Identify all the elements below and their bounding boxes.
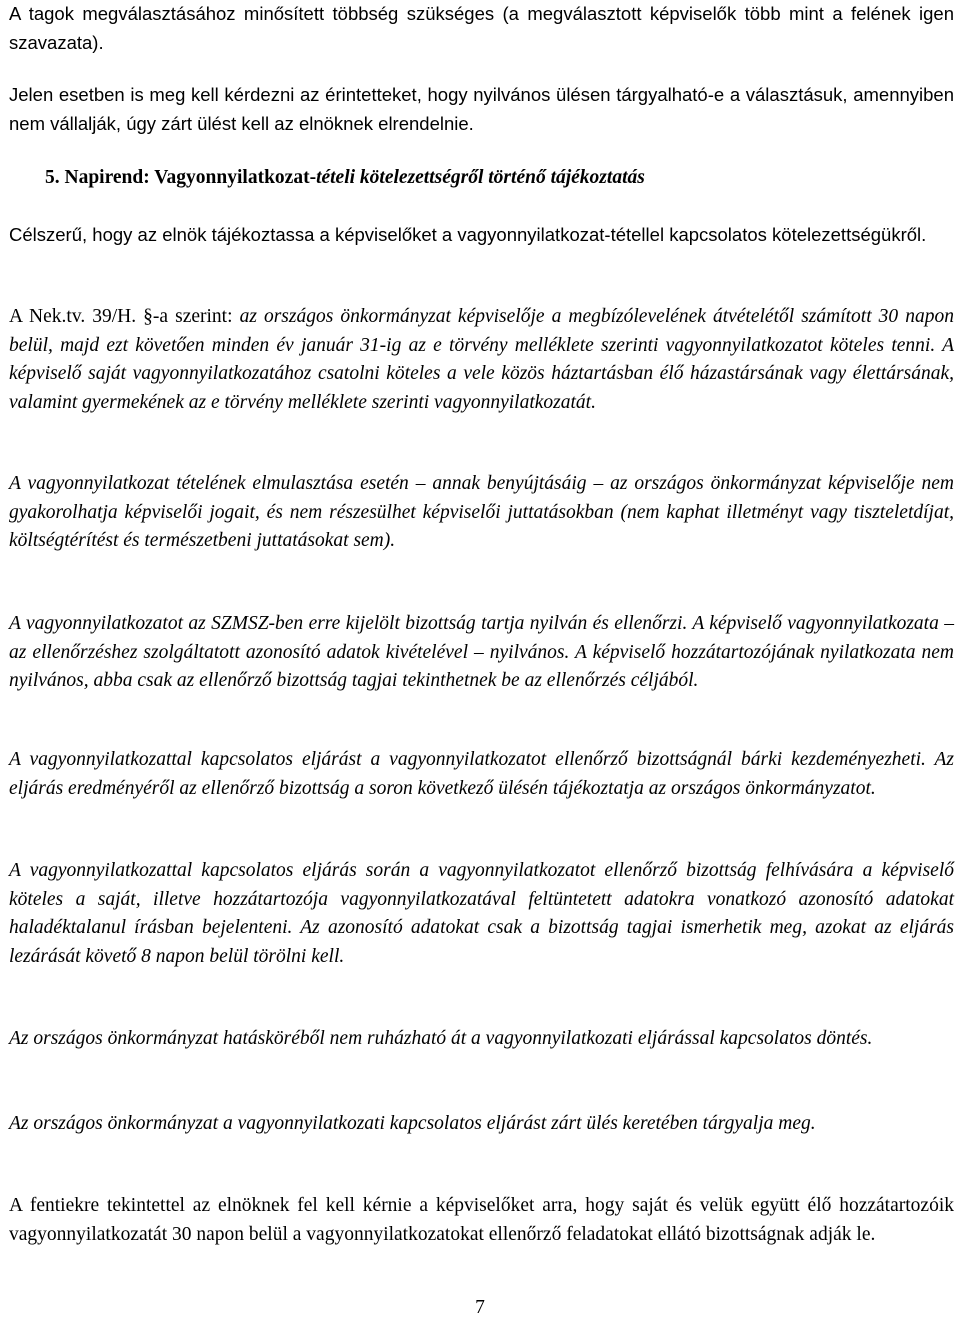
agenda-heading [9,164,960,193]
law-citation-lead: A Nek.tv. 39/H. §-a szerint: [9,306,240,327]
paragraph-omission: A vagyonnyilatkozat tételének elmulasztása esetén – annak benyújtásáig – az országos önkormányzat képviselője nem gyakorolhatja képviselői jogait, és nem részesülhet képviselői juttatásokban (nem kaphat illetményt vagy tiszteletdíjat, költségtérítést és természetbeni juttatásokat sem). [9,473,954,551]
paragraph-conclusion: A fentiekre tekintettel az elnöknek fel kell kérnie a képviselőket arra, hogy saját és velük együtt élő hozzátartozóik vagyonnyilatkozatát 30 napon belül a vagyonnyilatkozatokat ellenőrző feladatokat ellátó bizottságnak adják le. [9,1195,954,1245]
paragraph-identification-data: A vagyonnyilatkozattal kapcsolatos eljárás során a vagyonnyilatkozatot ellenőrző bizottság felhívására a képviselő köteles a saját, illetve hozzátartozója vagyonnyilatkozatával feltüntetett adatokra vonatkozó azonosító adatokat haladéktalanul írásban bejelenteni. Az azonosító adatokat csak a bizottság tagjai ismerhetik meg, azokat az eljárás lezárását követő 8 napon belül törölni kell. [9,860,954,967]
paragraph-public-session: Jelen esetben is meg kell kérdezni az érintetteket, hogy nyilvános ülésen tárgyalható-e a választásuk, amennyiben nem vállalják, úgy zárt ülést kell az elnöknek elrendelnie. [9,84,954,134]
law-citation-text: az országos önkormányzat képviselője a megbízólevelének átvételétől számított 30 napon belül, majd ezt követően minden év január 31-ig az e törvény melléklete szerinti vagyonnyilatkozatot köteles tenni. A képviselő saját vagyonnyilatkozatához csatolni köteles a vele közös háztartásban élő házastársának vagy élettársának, valamint gyermekének az e törvény melléklete szerinti vagyonnyilatkozatát. [9,306,954,413]
paragraph-closed-session: Az országos önkormányzat a vagyonnyilatkozati kapcsolatos eljárást zárt ülés keretében tárgyalja meg. [9,1113,816,1134]
agenda-heading-part-2: tételi kötelezettségről történő tájékoztatás [316,167,645,188]
paragraph-law-citation [9,303,954,417]
paragraph-procedure-initiation: A vagyonnyilatkozattal kapcsolatos eljárást a vagyonnyilatkozatot ellenőrző bizottságnál bárki kezdeményezheti. Az eljárás eredményéről az ellenőrző bizottság a soron következő ülésén tájékoztatja az országos önkormányzatot. [9,749,954,799]
paragraph-membership-vote: A tagok megválasztásához minősített többség szükséges (a megválasztott képviselők több mint a felének igen szavazata). [9,3,954,53]
paragraph-recommendation: Célszerű, hogy az elnök tájékoztassa a képviselőket a vagyonnyilatkozat-tétellel kapcsolatos kötelezettségükről. [9,224,927,245]
agenda-heading-part-1: 5. Napirend: Vagyonnyilatkozat- [45,167,317,188]
page-number: 7 [475,1297,485,1318]
paragraph-competence: Az országos önkormányzat hatásköréből nem ruházható át a vagyonnyilatkozati eljárással kapcsolatos döntés. [9,1028,873,1049]
paragraph-committee-record: A vagyonnyilatkozatot az SZMSZ-ben erre kijelölt bizottság tartja nyilván és ellenőrzi. A képviselő vagyonnyilatkozata – az ellenőrzéshez szolgáltatott azonosító adatok kivételével – nyilvános. A képviselő hozzátartozójának nyilatkozata nem nyilvános, abba csak az ellenőrző bizottság tagjai tekinthetnek be az ellenőrzés céljából. [9,613,954,691]
